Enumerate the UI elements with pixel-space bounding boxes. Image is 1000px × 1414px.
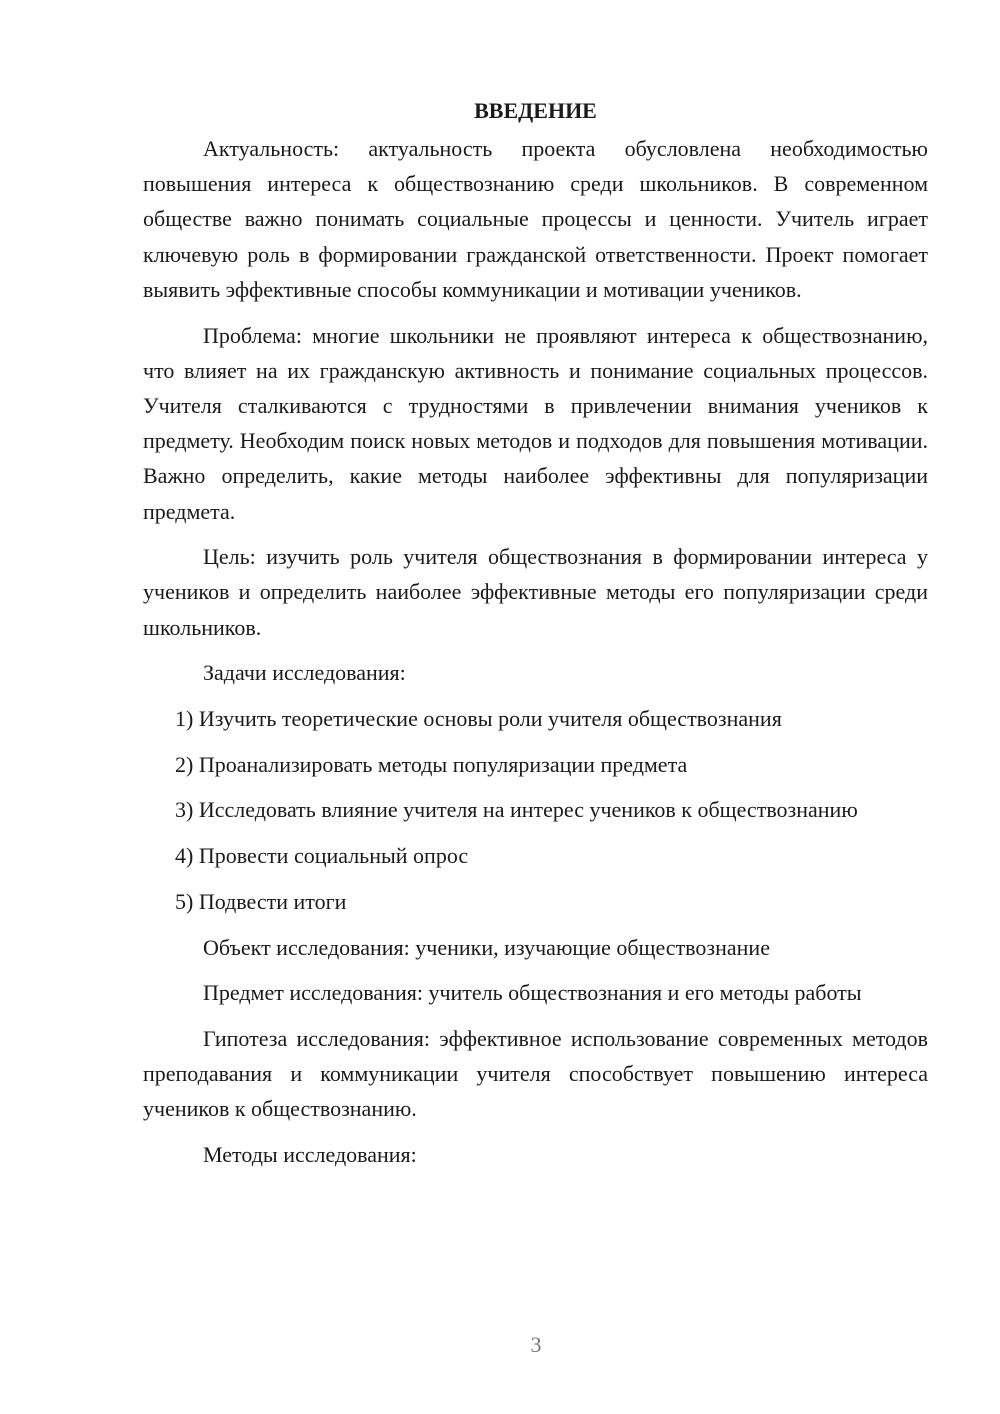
section-title: ВВЕДЕНИЕ	[474, 98, 597, 123]
task-item-5: 5) Подвести итоги	[175, 888, 347, 914]
paragraph-relevance: Актуальность: актуальность проекта обусловлена необходимостью повышения интереса к обществознанию среди школьников. В современном обществе важно понимать социальные процессы и ценности. Учитель играет ключевую роль в формировании гражданской ответственности. Проект помогает выявить эффективные способы коммуникации и мотивации учеников.	[143, 136, 928, 302]
paragraph-object: Объект исследования: ученики, изучающие обществознание	[203, 934, 770, 960]
task-item-2: 2) Проанализировать методы популяризации предмета	[175, 751, 688, 777]
page-number: 3	[530, 1332, 542, 1357]
task-item-3: 3) Исследовать влияние учителя на интерес учеников к обществознанию	[175, 797, 858, 823]
paragraph-methods: Методы исследования:	[203, 1142, 417, 1168]
paragraph-subject: Предмет исследования: учитель обществознания и его методы работы	[203, 980, 862, 1006]
paragraph-problem: Проблема: многие школьники не проявляют интереса к обществознанию, что влияет на их гражданскую активность и понимание социальных процессов. Учителя сталкиваются с трудностями в привлечении внимания учеников к предмету. Необходим поиск новых методов и подходов для повышения мотивации. Важно определить, какие методы наиболее эффективны для популяризации предмета.	[143, 322, 928, 524]
task-item-4: 4) Провести социальный опрос	[175, 843, 469, 869]
paragraph-tasks-heading: Задачи исследования:	[203, 660, 406, 686]
paragraph-hypothesis: Гипотеза исследования: эффективное использование современных методов преподавания и коммуникации учителя способствует повышению интереса учеников к обществознанию.	[143, 1025, 928, 1122]
document-page	[143, 93, 928, 1172]
task-item-1: 1) Изучить теоретические основы роли учителя обществознания	[175, 706, 782, 732]
paragraph-goal: Цель: изучить роль учителя обществознания в формировании интереса у учеников и определить наиболее эффективные методы его популяризации среди школьников.	[143, 544, 928, 640]
